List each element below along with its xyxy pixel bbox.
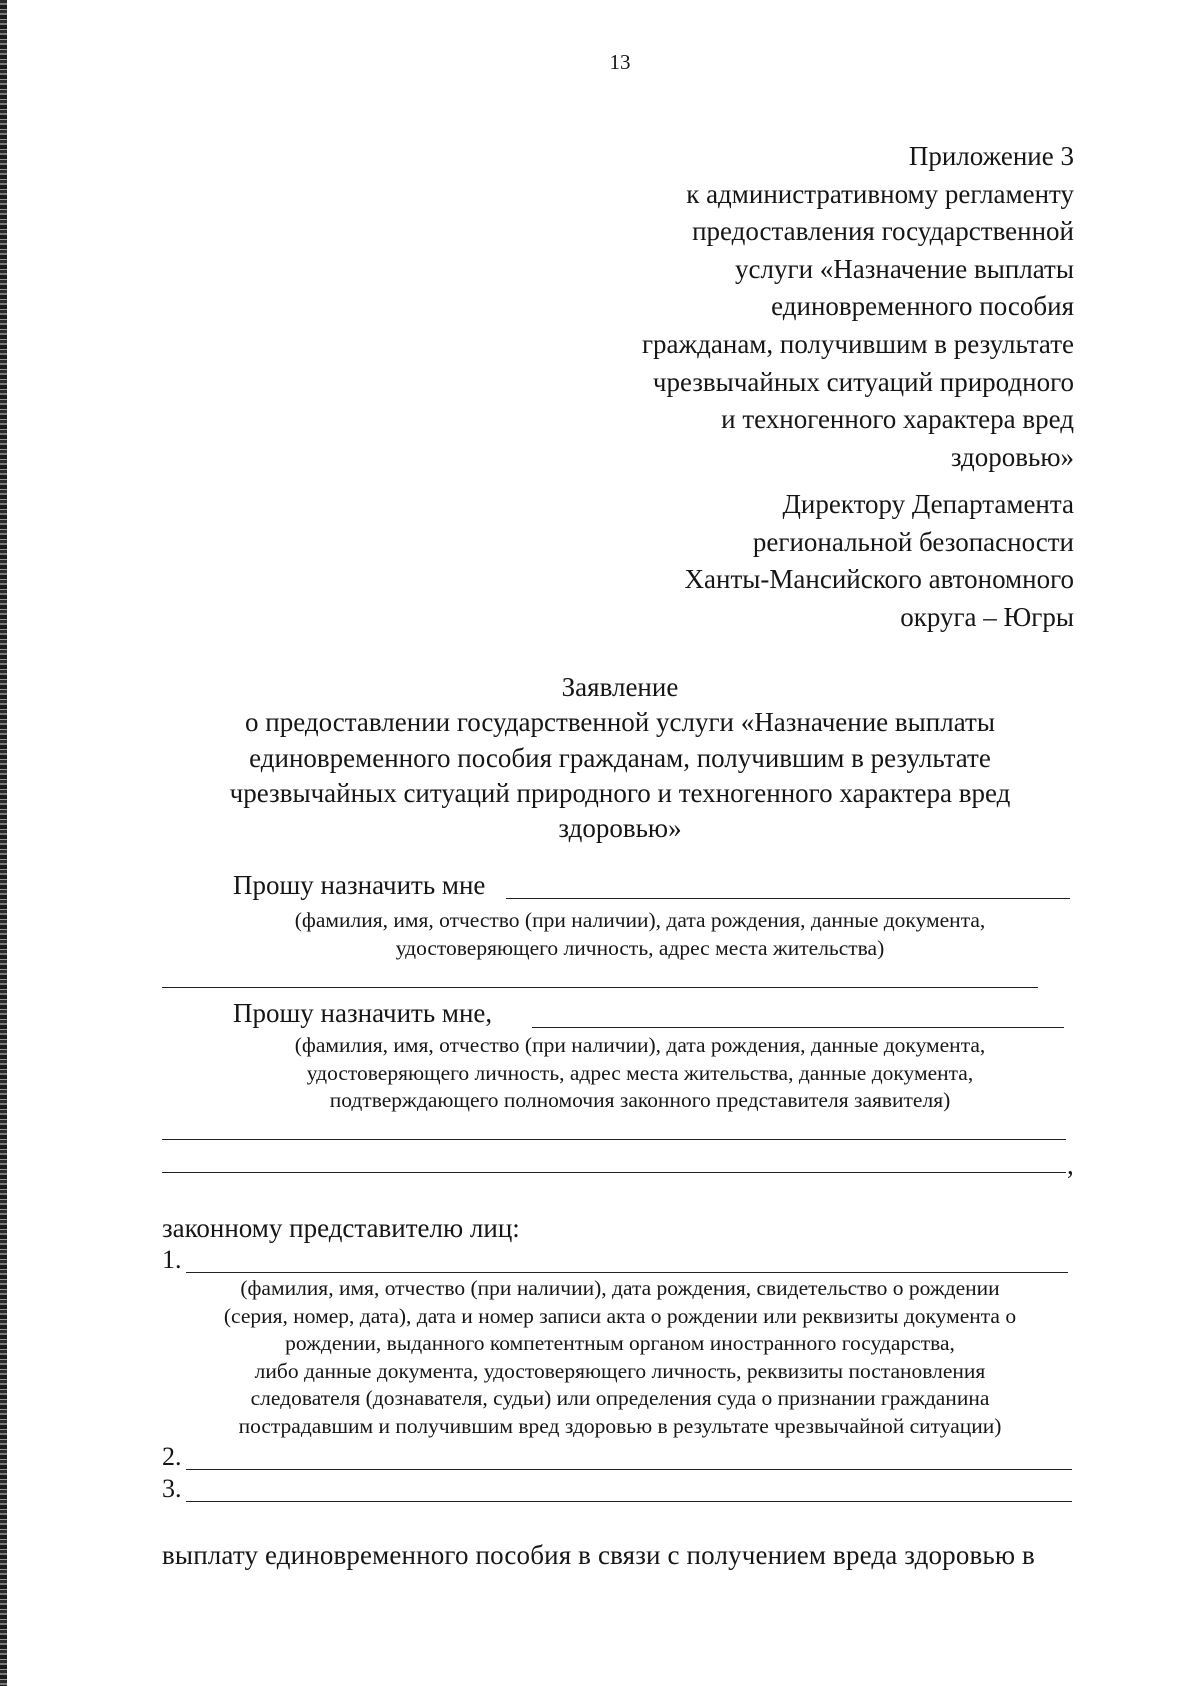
- appendix-line: единовременного пособия: [771, 291, 1074, 322]
- closing-text: выплату единовременного пособия в связи с получением вреда здоровью в: [162, 1540, 1035, 1570]
- request-representative-blank[interactable]: [532, 1027, 1064, 1028]
- addressee-line: Ханты-Мансийского автономного: [684, 564, 1074, 594]
- appendix-line: Приложение 3: [908, 141, 1074, 171]
- represented-persons-intro: законному представителю лиц:: [162, 1213, 520, 1243]
- title-line: единовременного пособия гражданам, получившим в результате: [249, 742, 991, 773]
- request-representative-caption: (фамилия, имя, отчество (при наличии), дата рождения, данные документа, удостоверяющего личность, адрес места жительства, данные документа, подтверждающего полномочия законного представителя заявителя): [294, 1033, 986, 1112]
- request-representative-blank-line-2[interactable]: [162, 1172, 1066, 1173]
- scan-edge: [0, 0, 7, 1686]
- request-self-blank[interactable]: [506, 898, 1070, 899]
- addressee-block: [474, 486, 1074, 636]
- person-2-blank[interactable]: [186, 1469, 1072, 1470]
- addressee-line: Директору Департамента: [782, 489, 1074, 519]
- request-self-label: Прошу назначить мне: [233, 870, 486, 900]
- person-3-blank[interactable]: [186, 1501, 1072, 1502]
- page-number: 13: [609, 50, 631, 74]
- person-number-2: 2.: [162, 1442, 182, 1471]
- person-number-3: 3.: [162, 1474, 182, 1503]
- appendix-line: к административному регламенту: [686, 178, 1074, 209]
- represented-persons-caption: (фамилия, имя, отчество (при наличии), дата рождения, свидетельство о рождении (серия, номер, дата), дата и номер записи акта о рождении или реквизиты документа о рождении, выданного компетентным органом иностранного государства, либо данные документа, удостоверяющего личность, реквизиты постановления следователя (дознавателя, судьи) или определения суда о признании гражданина пострадавшим и получившим вред здоровью в результате чрезвычайной ситуации): [223, 1276, 1017, 1438]
- appendix-line: услуги «Назначение выплаты: [735, 253, 1074, 284]
- person-1-blank[interactable]: [186, 1272, 1068, 1273]
- trailing-comma: ,: [1067, 1150, 1074, 1180]
- appendix-block: [474, 138, 1074, 476]
- title-line: чрезвычайных ситуаций природного и техногенного характера вред: [229, 777, 1011, 808]
- title-line: о предоставлении государственной услуги «Назначение выплаты: [245, 707, 995, 738]
- addressee-line: округа – Югры: [900, 601, 1074, 632]
- request-representative-blank-line-1[interactable]: [162, 1139, 1066, 1140]
- appendix-line: здоровью»: [950, 441, 1074, 472]
- appendix-line: чрезвычайных ситуаций природного: [652, 366, 1074, 397]
- appendix-line: и техногенного характера вред: [721, 404, 1074, 435]
- title-line: здоровью»: [558, 813, 682, 844]
- appendix-line: предоставления государственной: [692, 216, 1074, 247]
- person-number-1: 1.: [162, 1245, 182, 1274]
- request-self-caption: (фамилия, имя, отчество (при наличии), дата рождения, данные документа, удостоверяющего личность, адрес места жительства): [294, 908, 986, 960]
- request-self-blank-continuation[interactable]: [162, 987, 1038, 988]
- appendix-line: гражданам, получившим в результате: [641, 328, 1074, 359]
- request-representative-label: Прошу назначить мне,: [233, 998, 493, 1028]
- application-title: [160, 670, 1080, 846]
- title-heading: Заявление: [561, 672, 679, 702]
- addressee-line: региональной безопасности: [752, 526, 1074, 557]
